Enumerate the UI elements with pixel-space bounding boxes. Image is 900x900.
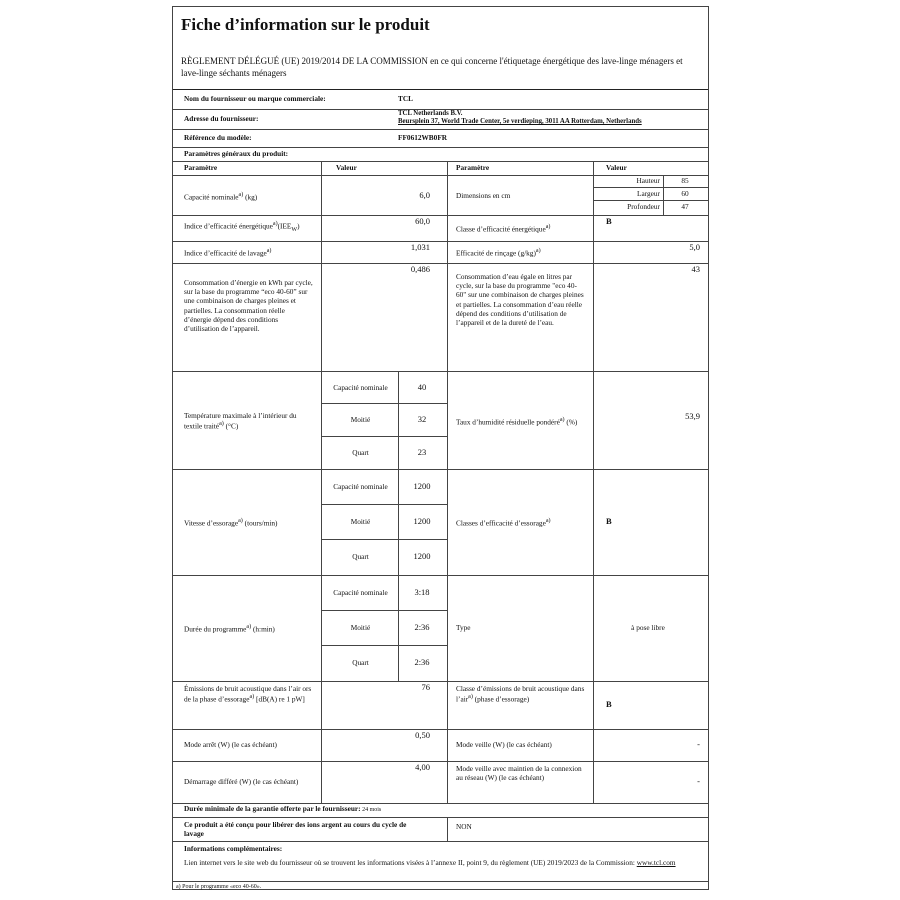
width-label: Largeur [637, 189, 660, 198]
delay-start-value: 4,00 [415, 762, 430, 772]
model-reference-label: Référence du modèle: [184, 133, 252, 143]
header-value-right: Valeur [606, 163, 627, 173]
supplier-address-value: TCL Netherlands B.V. Beursplein 37, World Trade Center, 5e verdieping, 3011 AA Rotterdam, Netherlands [398, 110, 642, 126]
noise-class-label: Classe d’émissions de bruit acoustique dans l’air$^{a)}$ (phase d’essorage) [456, 684, 585, 704]
spin-class-value: B [606, 516, 612, 527]
humidity-value: 53,9 [685, 411, 700, 422]
supplier-name-value: TCL [398, 94, 414, 104]
capacity-value: 6,0 [419, 190, 430, 201]
delay-start-label: Démarrage différé (W) (le cas échéant) [184, 777, 299, 787]
water-consumption-label: Consommation d’eau égale en litres par cycle, sur la base du programme "eco 40-60" sur une combinaison de charges pleines et partielles. La consommation d’eau réelle dépend des conditions d’utilisation de l’appareil et de la dureté de l’eau. [456, 272, 584, 328]
duration-label: Durée du programme$^{a)}$ (h:min) [184, 623, 275, 634]
networked-standby-label: Mode veille avec maintien de la connexion au réseau (W) (le cas échéant) [456, 764, 582, 783]
height-label: Hauteur [636, 176, 660, 185]
type-label: Type [456, 623, 471, 633]
height-value: 85 [681, 176, 689, 185]
footnote: a) Pour le programme «eco 40-60». [176, 884, 262, 890]
regulation-text: RÈGLEMENT DÉLÉGUÉ (UE) 2019/2014 DE LA COMMISSION en ce qui concerne l'étiquetage énergétique des lave-linge ménagers et lave-linge séchants ménagers [181, 56, 683, 78]
duration-sub-label: Moitié [350, 623, 371, 633]
header-param-right: Paramètre [456, 163, 490, 173]
off-mode-label: Mode arrêt (W) (le cas échéant) [184, 740, 277, 750]
max-temp-sub-value: 23 [417, 447, 427, 458]
eei-value: 60,0 [415, 216, 430, 226]
additional-info-label: Informations complémentaires: [184, 844, 283, 853]
wash-index-label: Indice d’efficacité de lavage$^{a)}$ [184, 247, 272, 258]
energy-consumption-label: Consommation d’énergie en kWh par cycle, sur la base du programme “eco 40-60” sur une combinaison de charges pleines et partielles. La consommation réelle d’énergie dépend des conditions d’utilisation de l’appareil. [184, 278, 313, 334]
noise-label: Émissions de bruit acoustique dans l’air ors de la phase d’essorage$^{a)}$ [dB(A) re 1 pW] [184, 684, 312, 704]
duration-sub-value: 2:36 [414, 657, 430, 668]
energy-class-label: Classe d’efficacité énergétique$^{a)}$ [456, 223, 551, 234]
max-temp-sub-value: 40 [417, 381, 427, 392]
header-param-left: Paramètre [184, 163, 218, 173]
silver-ions-label: Ce produit a été conçu pour libérer des ions argent au cours du cycle de lavage [184, 820, 407, 839]
spin-class-label: Classes d’efficacité d’essorage$^{a)}$ [456, 517, 551, 528]
spin-speed-label: Vitesse d’essorage$^{a)}$ (tours/min) [184, 517, 278, 528]
noise-class-value: B [606, 699, 612, 710]
spin-speed-sub-label: Quart [352, 552, 369, 562]
standby-label: Mode veille (W) (le cas échéant) [456, 740, 552, 750]
eei-label: Indice d’efficacité $énergétique^{a)}(IEE_W)$ [184, 221, 300, 234]
depth-value: 47 [681, 202, 689, 211]
duration-sub-label: Capacité nominale [333, 588, 388, 598]
energy-consumption-value: 0,486 [410, 264, 430, 274]
humidity-label: Taux d’humidité résiduelle pondéré$^{a)}$ (%) [456, 416, 578, 427]
model-reference-value: FF0612WB0FR [398, 133, 448, 143]
header-value-left: Valeur [336, 163, 357, 173]
additional-info-text: Lien internet vers le site web du fournisseur où se trouvent les informations visées à l’annexe II, point 9, du règlement (UE) 2019/2023 de la Commission: www.tcl.com [184, 858, 676, 867]
standby-value: - [697, 739, 700, 750]
duration-sub-label: Quart [352, 658, 369, 668]
spin-speed-sub-value: 1200 [413, 551, 431, 562]
max-temp-sub-label: Moitié [350, 415, 371, 425]
warranty: Durée minimale de la garantie offerte par le fournisseur: 24 mois [184, 804, 382, 814]
max-temp-label: Température maximale à l’intérieur du textile traité$^{a)}$ (°C) [184, 411, 297, 431]
noise-value: 76 [421, 682, 430, 692]
spin-speed-sub-value: 1200 [413, 516, 431, 527]
rinse-value: 5,0 [689, 242, 700, 252]
networked-standby-value: - [697, 776, 700, 787]
wash-index-value: 1,031 [410, 242, 430, 252]
rinse-label: Efficacité de rinçage $(g/kg)^{a)}$ [456, 247, 541, 258]
max-temp-sub-label: Capacité nominale [333, 382, 388, 392]
dimensions-label: Dimensions en cm [456, 191, 511, 201]
page-title: Fiche d’information sur le produit [181, 15, 430, 34]
max-temp-sub-label: Quart [352, 448, 369, 458]
supplier-website-link[interactable]: www.tcl.com [636, 858, 676, 867]
product-information-sheet [172, 6, 709, 890]
silver-ions-value: NON [456, 822, 472, 831]
duration-sub-value: 2:36 [414, 622, 430, 633]
spin-speed-sub-label: Capacité nominale [333, 482, 388, 492]
supplier-name-label: Nom du fournisseur ou marque commerciale: [184, 94, 326, 104]
water-consumption-value: 43 [691, 264, 700, 274]
general-params-label: Paramètres généraux du produit: [184, 149, 289, 159]
spin-speed-sub-label: Moitié [350, 517, 371, 527]
off-mode-value: 0,50 [415, 730, 430, 740]
type-value: à pose libre [631, 623, 665, 633]
depth-label: Profondeur [627, 202, 660, 211]
width-value: 60 [681, 189, 689, 198]
max-temp-sub-value: 32 [417, 414, 427, 425]
capacity-label: Capacité nominale$^{a)}$ (kg) [184, 191, 258, 202]
energy-class-value: B [606, 216, 612, 226]
supplier-address-label: Adresse du fournisseur: [184, 114, 259, 124]
spin-speed-sub-value: 1200 [413, 481, 431, 492]
duration-sub-value: 3:18 [414, 587, 430, 598]
